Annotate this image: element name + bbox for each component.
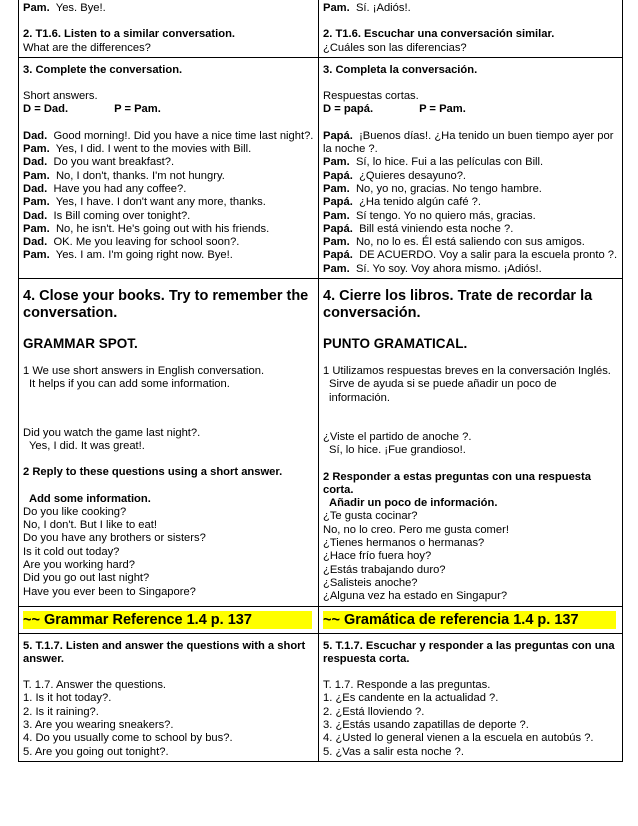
table-row (19, 279, 623, 606)
dialogue-line (323, 249, 618, 262)
question-item: Are you working hard? (23, 559, 135, 572)
section-heading: 2. T1.6. Escuchar una conversación similar. (323, 28, 555, 41)
dialogue-text: Sí tengo. Yo no quiero más, gracias. (355, 209, 536, 222)
section-subheading: Añadir un poco de información. (329, 497, 498, 510)
section-heading: 3. Complete the conversation. (23, 63, 183, 76)
key-dad: D = Dad. (23, 103, 69, 116)
question-item: ¿Tienes hermanos o hermanas? (323, 537, 485, 550)
speaker-label: Pam. (323, 209, 350, 222)
speaker-label: Dad. (23, 209, 48, 222)
example-question: ¿Viste el partido de anoche ?. (323, 430, 472, 443)
key-pam: P = Pam. (114, 103, 161, 116)
spanish-cell (319, 279, 623, 606)
question-list (23, 506, 314, 599)
speaker-label: Pam. (23, 222, 50, 235)
short-answers-label: Respuestas cortas. (323, 90, 419, 103)
question-item: ¿Salisteis anoche? (323, 576, 418, 589)
dialogue-line (23, 210, 314, 223)
dialogue-text: ¿Quieres desayuno?. (359, 169, 467, 182)
speaker-label: Pam. (23, 249, 50, 262)
example-answer: Yes, I did. It was great!. (29, 439, 145, 452)
dialogue (323, 130, 618, 276)
dialogue-line (323, 236, 618, 249)
speaker-label: Dad. (23, 156, 48, 169)
dialogue-line (323, 130, 618, 157)
dialogue-line (23, 196, 314, 209)
speaker-label: Pam. (23, 196, 50, 209)
question-item: 2. ¿Está lloviendo ?. (323, 705, 425, 718)
question-item: 1. Is it hot today?. (23, 692, 112, 705)
dialogue (23, 130, 314, 263)
speaker-label: Pam. (323, 2, 350, 14)
dialogue-line (23, 249, 314, 262)
question-item: 4. ¿Usted lo general vienen a la escuela en autobús ?. (323, 732, 594, 745)
section-subtext: ¿Cuáles son las diferencias? (323, 41, 467, 54)
question-item: Did you go out last night? (23, 572, 150, 585)
dialogue-line (323, 170, 618, 183)
question-item: No, no lo creo. Pero me gusta comer! (323, 523, 509, 536)
bilingual-table (18, 0, 623, 762)
speaker-label: Papá. (323, 169, 353, 182)
question-item: Do you have any brothers or sisters? (23, 532, 206, 545)
dialogue-text: Yes, I did. I went to the movies with Bill. (55, 143, 252, 156)
dialogue-text: Bill está viniendo esta noche ?. (359, 222, 514, 235)
dialogue-text: Yes. I am. I'm going right now. Bye!. (55, 249, 233, 262)
question-item: 5. ¿Vas a salir esta noche ?. (323, 745, 464, 758)
dialogue-line (23, 170, 314, 183)
key-pam: P = Pam. (419, 103, 466, 116)
english-cell (19, 279, 319, 606)
spanish-cell (319, 57, 623, 278)
dialogue-line (23, 223, 314, 236)
grammar-point-cont: Sirve de ayuda si se puede añadir un poco de información. (329, 378, 557, 404)
dialogue-text: No, no lo es. Él está saliendo con sus amigos. (355, 236, 585, 249)
dialogue-text: Yes, I have. I don't want any more, thanks. (55, 196, 266, 209)
speaker-label: Pam. (323, 262, 350, 275)
grammar-spot-title: GRAMMAR SPOT. (23, 336, 138, 352)
section-heading: 2 Reply to these questions using a short answer. (23, 466, 283, 479)
dialogue-text: Sí. Yo soy. Voy ahora mismo. ¡Adiós!. (355, 262, 542, 275)
dialogue-text: No, I don't, thanks. I'm not hungry. (55, 169, 225, 182)
question-list (323, 692, 618, 758)
english-cell (19, 633, 319, 761)
dialogue-text: No, he isn't. He's going out with his friends. (55, 222, 270, 235)
dialogue-line (23, 130, 314, 143)
speaker-label: Pam. (323, 182, 350, 195)
section-heading: 2. T1.6. Listen to a similar conversation. (23, 28, 236, 41)
section-intro: T. 1.7. Answer the questions. (23, 679, 167, 692)
dialogue-text: No, yo no, gracias. No tengo hambre. (355, 182, 542, 195)
section-heading: 5. T.1.7. Listen and answer the questions with a short answer. (23, 639, 306, 665)
question-list (323, 510, 618, 603)
speaker-label: Papá. (323, 196, 353, 209)
section-heading: 3. Completa la conversación. (323, 63, 478, 76)
speaker-key (23, 103, 314, 116)
section-heading: 4. Cierre los libros. Trate de recordar la conversación. (323, 288, 593, 322)
question-item: 2. Is it raining?. (23, 705, 99, 718)
question-item: ¿Alguna vez ha estado en Singapur? (323, 590, 508, 603)
speaker-label: Pam. (23, 2, 50, 14)
dialogue-text: Have you had any coffee?. (53, 182, 187, 195)
question-item: Is it cold out today? (23, 545, 120, 558)
question-item: 3. ¿Estás usando zapatillas de deporte ?. (323, 718, 529, 731)
dialogue-line (23, 183, 314, 196)
table-row (19, 0, 623, 57)
section-subheading: Add some information. (29, 492, 151, 505)
dialogue-text: ¡Buenos días!. ¿Ha tenido un buen tiempo ayer por la noche ?. (323, 129, 614, 156)
example-answer: Sí, lo hice. ¡Fue grandioso!. (329, 444, 466, 457)
dialogue-line (323, 196, 618, 209)
speaker-label: Papá. (323, 222, 353, 235)
question-item: Have you ever been to Singapore? (23, 585, 196, 598)
spanish-cell (319, 0, 623, 57)
speaker-label: Dad. (23, 129, 48, 142)
grammar-point: 1 Utilizamos respuestas breves en la conversación Inglés. (323, 365, 611, 378)
table-row (19, 57, 623, 278)
dialogue-line (23, 143, 314, 156)
speaker-label: Dad. (23, 182, 48, 195)
dialogue-line (323, 223, 618, 236)
dialogue-line (23, 236, 314, 249)
section-heading: 4. Close your books. Try to remember the conversation. (23, 288, 309, 322)
question-item: ¿Te gusta cocinar? (323, 510, 418, 523)
section-heading: 2 Responder a estas preguntas con una respuesta corta. (323, 470, 591, 496)
dialogue-text: OK. Me you leaving for school soon?. (53, 236, 240, 249)
spanish-cell (319, 633, 623, 761)
spanish-cell (319, 606, 623, 633)
dialogue-text: ¿Ha tenido algún café ?. (359, 196, 481, 209)
speaker-label: Papá. (323, 249, 353, 262)
document-page (18, 0, 622, 820)
key-dad: D = papá. (323, 103, 374, 116)
question-item: 3. Are you wearing sneakers?. (23, 718, 174, 731)
section-heading: 5. T.1.7. Escuchar y responder a las preguntas con una respuesta corta. (323, 639, 615, 665)
grammar-reference: ~~ Gramática de referencia 1.4 p. 137 (323, 611, 616, 629)
dialogue-text: Yes. Bye!. (55, 2, 106, 14)
question-item: 5. Are you going out tonight?. (23, 745, 169, 758)
table-row (19, 606, 623, 633)
dialogue-line (323, 183, 618, 196)
speaker-label: Papá. (323, 129, 353, 142)
dialogue-line (323, 210, 618, 223)
dialogue-text: Sí, lo hice. Fui a las películas con Bill. (355, 156, 544, 169)
english-cell (19, 0, 319, 57)
speaker-label: Pam. (323, 236, 350, 249)
dialogue-text: Is Bill coming over tonight?. (53, 209, 191, 222)
question-list (23, 692, 314, 758)
speaker-label: Dad. (23, 236, 48, 249)
speaker-key (323, 103, 618, 116)
dialogue-line (323, 263, 618, 276)
dialogue-text: Do you want breakfast?. (53, 156, 175, 169)
english-cell (19, 57, 319, 278)
dialogue-text: Sí. ¡Adiós!. (355, 2, 411, 14)
english-cell (19, 606, 319, 633)
speaker-label: Pam. (23, 169, 50, 182)
speaker-label: Pam. (23, 143, 50, 156)
table-row (19, 633, 623, 761)
question-item: No, I don't. But I like to eat! (23, 519, 157, 532)
question-item: Do you like cooking? (23, 505, 127, 518)
grammar-point-cont: It helps if you can add some information. (29, 378, 230, 391)
short-answers-label: Short answers. (23, 90, 98, 103)
dialogue-line (23, 156, 314, 169)
dialogue-line (323, 156, 618, 169)
question-item: ¿Estás trabajando duro? (323, 563, 446, 576)
grammar-spot-title: PUNTO GRAMATICAL. (323, 336, 468, 352)
grammar-point: 1 We use short answers in English conversation. (23, 365, 265, 378)
dialogue-line (323, 2, 618, 15)
speaker-label: Pam. (323, 156, 350, 169)
question-item: 1. ¿Es candente en la actualidad ?. (323, 692, 499, 705)
dialogue-text: Good morning!. Did you have a nice time last night?. (53, 129, 314, 142)
dialogue-line (23, 2, 314, 15)
section-intro: T. 1.7. Responde a las preguntas. (323, 679, 491, 692)
question-item: ¿Hace frío fuera hoy? (323, 550, 432, 563)
question-item: 4. Do you usually come to school by bus?. (23, 732, 233, 745)
example-question: Did you watch the game last night?. (23, 426, 201, 439)
dialogue-text: DE ACUERDO. Voy a salir para la escuela pronto ?. (359, 249, 618, 262)
section-subtext: What are the differences? (23, 41, 151, 54)
grammar-reference: ~~ Grammar Reference 1.4 p. 137 (23, 611, 312, 629)
